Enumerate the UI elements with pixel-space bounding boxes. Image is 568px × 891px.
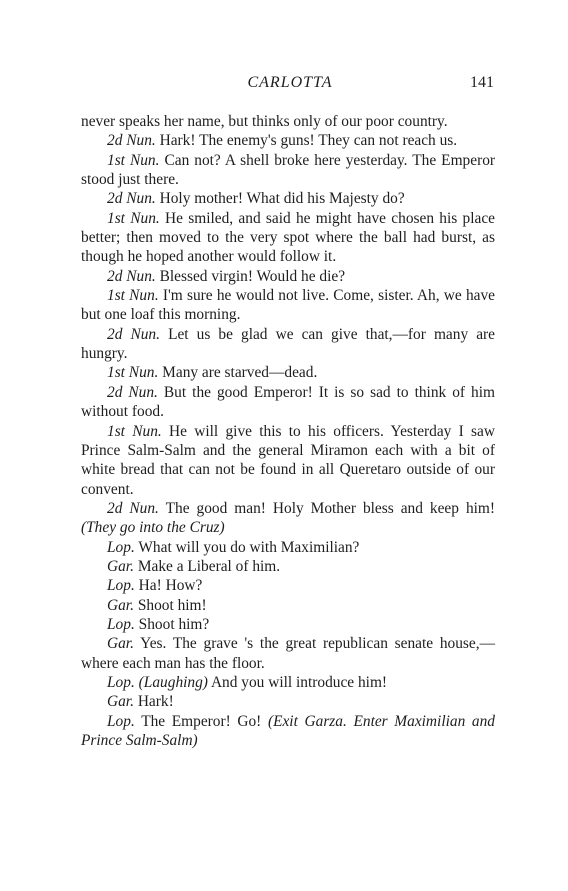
stage-direction: (They go into the Cruz) xyxy=(81,519,225,537)
speaker-label: 2d Nun. xyxy=(107,383,158,401)
line-text: Ha! How? xyxy=(138,577,203,595)
line-text: Shoot him! xyxy=(137,596,207,614)
dialogue-line xyxy=(81,151,495,190)
line-text: But the good Emperor! It is so sad to think of him without food. xyxy=(81,383,495,421)
speaker-label: Lop. xyxy=(107,712,135,730)
page-header xyxy=(80,74,500,96)
line-text: The good man! Holy Mother bless and keep him! xyxy=(165,499,496,517)
page-number: 141 xyxy=(470,74,494,91)
dialogue-line xyxy=(81,112,495,131)
speaker-label: 1st Nun. xyxy=(107,422,162,440)
dialogue-line xyxy=(81,712,495,751)
speaker-label: 2d Nun. xyxy=(107,190,156,208)
dialogue-line xyxy=(81,325,495,364)
speaker-label: 2d Nun. xyxy=(107,325,160,343)
dialogue-line xyxy=(81,673,495,692)
stage-direction: (Laughing) xyxy=(138,673,208,691)
line-text: And you will introduce him! xyxy=(210,673,388,691)
dialogue-line xyxy=(81,557,495,576)
dialogue-line xyxy=(81,576,495,595)
dialogue-line xyxy=(81,538,495,557)
line-text: Holy mother! What did his Majesty do? xyxy=(159,190,405,208)
line-text: I'm sure he would not live. Come, sister. Ah, we have but one loaf this morning. xyxy=(81,287,495,324)
line-text: Let us be glad we can give that,—for many are hungry. xyxy=(81,325,495,363)
speaker-label: Gar. xyxy=(107,596,134,614)
dialogue-line xyxy=(81,267,495,286)
line-text: Many are starved—dead. xyxy=(162,364,318,382)
dialogue-line xyxy=(81,499,495,538)
speaker-label: Gar. xyxy=(107,557,134,575)
dialogue-line xyxy=(81,634,495,673)
dialogue-line xyxy=(81,383,495,422)
dialogue-line xyxy=(81,189,495,208)
speaker-label: 1st Nun. xyxy=(107,209,160,227)
line-text: What will you do with Maximilian? xyxy=(138,538,360,556)
dialogue-line xyxy=(81,692,495,711)
dialogue-line xyxy=(81,286,495,325)
line-text: Yes. The grave 's the great republican senate house,—where each man has the floor. xyxy=(81,635,495,672)
dialogue-line xyxy=(81,363,495,382)
line-text: He smiled, and said he might have chosen his place better; then moved to the very spot where the ball had burst, as though he hoped another would follow it. xyxy=(81,209,495,266)
line-text: Hark! The enemy's guns! They can not reach us. xyxy=(159,132,458,150)
dialogue-line xyxy=(81,131,495,150)
play-text xyxy=(81,112,495,750)
dialogue-line xyxy=(81,422,495,499)
speaker-label: Gar. xyxy=(107,693,134,711)
line-text: The Emperor! Go! xyxy=(141,712,262,730)
speaker-label: 2d Nun. xyxy=(107,267,156,285)
speaker-label: Lop. xyxy=(107,538,135,556)
dialogue-line xyxy=(81,209,495,267)
speaker-label: Lop. xyxy=(107,673,135,691)
speaker-label: Gar. xyxy=(107,635,134,653)
speaker-label: Lop. xyxy=(107,615,135,633)
speaker-label: 1st Nun. xyxy=(107,364,159,382)
line-text: Shoot him? xyxy=(138,615,210,633)
line-text: He will give this to his officers. Yesterday I saw Prince Salm-Salm and the general Miramon each with a bit of white bread that can not be found in all Queretaro outside of our convent. xyxy=(81,422,495,498)
dialogue-line xyxy=(81,615,495,634)
line-text: Can not? A shell broke here yesterday. The Emperor stood just there. xyxy=(81,151,496,189)
speaker-label: 2d Nun. xyxy=(107,132,156,150)
line-text: Hark! xyxy=(137,693,174,711)
speaker-label: 1st Nun. xyxy=(107,151,160,169)
dialogue-line xyxy=(81,596,495,615)
speaker-label: 1st Nun. xyxy=(107,287,159,305)
speaker-label: 2d Nun. xyxy=(107,499,159,517)
speaker-label: Lop. xyxy=(107,577,135,595)
stage-direction: (Exit Garza. Enter Maximilian and Prince Salm-Salm) xyxy=(81,712,495,749)
line-text: Make a Liberal of him. xyxy=(137,557,281,575)
line-text: Blessed virgin! Would he die? xyxy=(159,267,346,285)
line-text: never speaks her name, but thinks only of our poor country. xyxy=(81,113,448,130)
running-title: CARLOTTA xyxy=(247,74,333,91)
